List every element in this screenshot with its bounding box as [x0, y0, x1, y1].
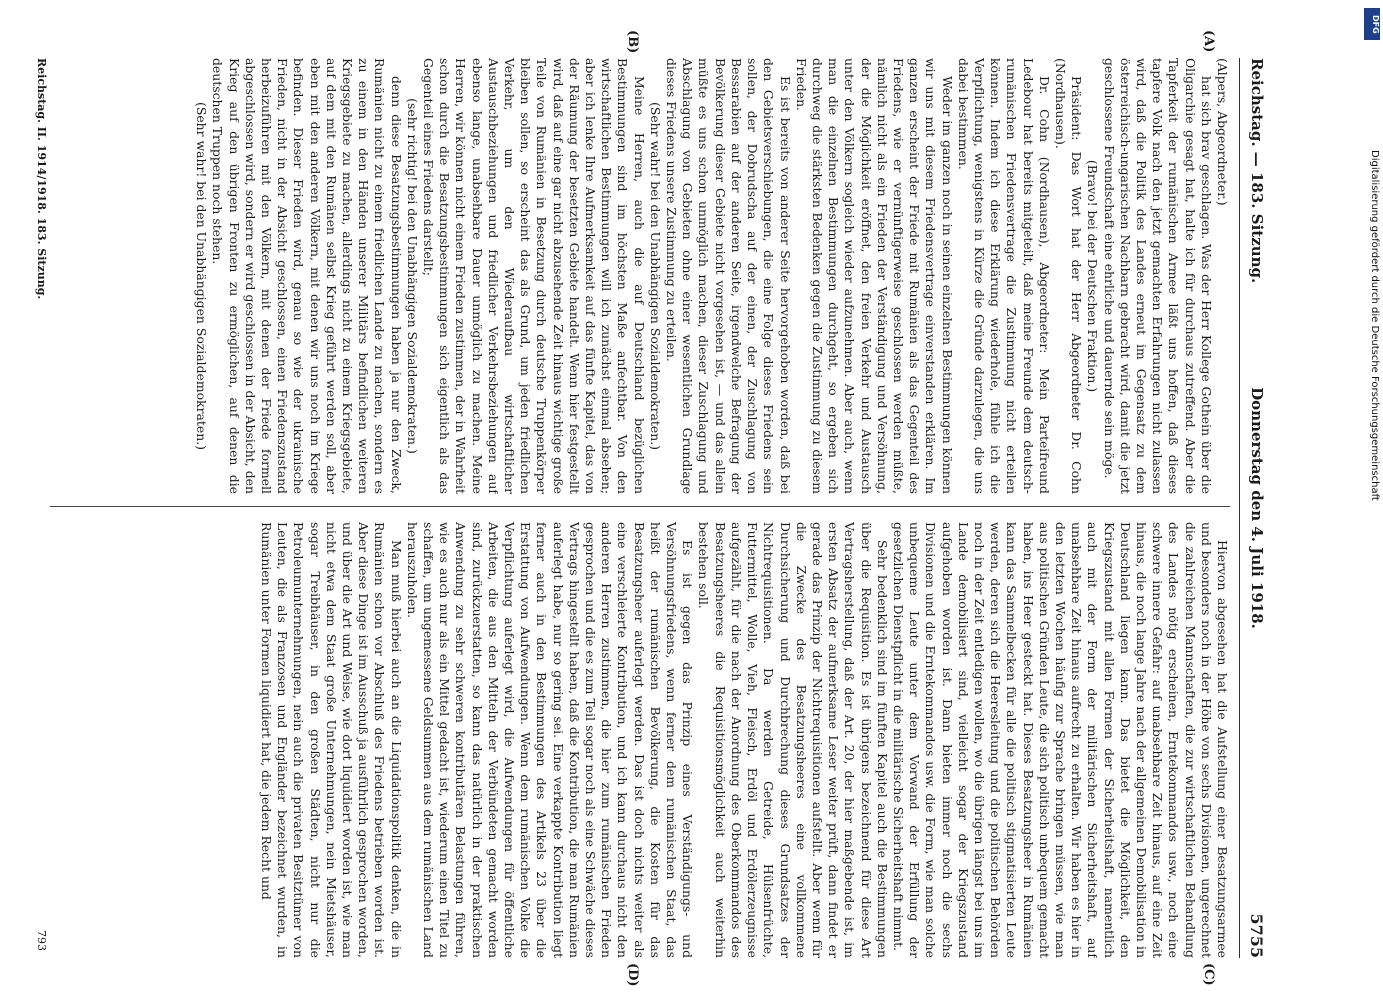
paragraph: Hiervon abgesehen hat die Aufstellung einer Besatzungsarmee und besonders noch in der Höhe von sechs Divisionen, ungerechnet die zahlreichen Mannschaften, die zur wirtschaftlichen Behandlung des Landes nötig erscheinen, Erntekommandos usw., noch eine schwere innere Gefahr: auf unabsehbare Zeit hinaus, auf eine Zeit hinaus, die noch lange Jahre nach der allgemeinen Demobilisation in Deutschland liegen kann. Das bietet die Möglichkeit, den Kriegszustand mit allen Formen der Sicherheitshaft, namentlich auch mit der Form der militärischen Sicherheitshaft, auf unabsehbare Zeit hinaus aufrecht zu erhalten. Wir haben es hier in den letzten Wochen häufig zur Sprache bringen müssen, wie man aus politischen Gründen Leute, die sich politisch unbequem gemacht haben, ins Heer gesteckt hat. Dieses Besatzungsheer in Rumänien kann das Sammelbecken für alle die politisch stigmatisierten Leute werden, deren sich die Heeresleitung und die politischen Behörden noch in der Zeit entledigen wollen, wo die übrigen längst bei uns im Lande demobilisiert sind, vielleicht sogar der Kriegszustand aufgehoben worden ist. Dann bieten immer noch die sechs Divisionen und die Erntekommandos usw. die Form, wie man solche unbequeme Leute unter dem Vorwand der Erfüllung der gesetzlichen Dienstpflicht in die militärische Sicherheitshaft nimmt. — [890, 522, 1230, 958]
dfg-logo-icon: DFG — [1364, 8, 1380, 40]
paragraph: Weder im ganzen noch in seinen einzelnen Bestimmungen können wir uns mit diesem Friedensvertrage einverstanden erklären. Im ganzen erscheint der Friede mit Rumänien als das Gegenteil des Friedens, wie er vernünftigerweise geschlossen werden müßte, nämlich nicht als ein Frieden der Verständigung und Versöhnung, der die Möglichkeit eröffnet, den freien Verkehr und Austausch unter den Völkern sogleich wieder aufzunehmen. Aber auch, wenn man die einzelnen Bestimmungen durchgeht, so ergeben sich durchweg die stärksten Bedenken gegen die Zustimmung zu diesem Frieden. — [793, 58, 955, 494]
paragraph: Meine Herren, auch die auf Deutschland bezüglichen Bestimmungen sind im höchsten Maße anfechtbar. Von den wirtschaftlichen Bestimmungen will ich zunächst einmal absehen; aber ich lenke Ihre Aufmerksamkeit auf das fünfte Kapitel, das von der Räumung der besetzten Gebiete handelt. Wenn hier festgestellt wird, daß auf eine gar nicht abzusehende Zeit hinaus wichtige große Teile von Rumänien in Besetzung durch deutsche Truppenkörper bleiben sollen, so erscheint das als Grund, um jeden friedlichen Verkehr, um den Wiederaufbau wirtschaftlicher Austauschbeziehungen und friedlicher Verkehrsbeziehungen auf ebenso lange, unabsehbare Dauer unmöglich zu machen. Meine Herren, wir können nicht einem Frieden zustimmen, der in Wahrheit schon durch die Besatzungsbestimmungen sich eigentlich als das Gegenteil eines Friedens darstellt; — [421, 58, 647, 494]
header-rule — [1239, 58, 1240, 958]
paragraph: Präsident: Das Wort hat der Herr Abgeordneter Dr. Cohn (Nordhausen). — [1052, 58, 1085, 494]
page-header — [1238, 58, 1270, 958]
interjection: (Bravo! bei der Deutschen Fraktion.) — [1085, 159, 1101, 393]
header-left: Reichstag. — 183. Sitzung. — [1248, 58, 1266, 284]
header-date: Donnerstag den 4. Juli 1918. — [1248, 387, 1266, 629]
speaker-note: (Alpers, Abgeordneter.) — [1215, 58, 1230, 206]
paragraph: Dr. Cohn (Nordhausen), Abgeordneter: Mein Parteifreund Ledebour hat bereits mitgeteilt, daß meine Freunde dem deutsch-rumänischen Friedensvertrage die Zustimmung nicht erteilen können. Indem ich diese Erklärung wiederhole, fühle ich die Verpflichtung, wenigstens in Kürze die Gründe darzulegen, die uns dabei bestimmen. — [955, 58, 1052, 494]
paragraph: Sehr bedenklich sind im fünften Kapitel auch die Bestimmungen über die Requisition. Es ist übrigens bezeichnend für diese Art Vertragsherstellung, daß der Art. 20, der hier maßgebende ist, im ersten Absatz der aufmerksame Leser weiter prüft, dann findet er gerade das Prinzip der Nichtrequisitionen aufstellt. Aber wenn für die Zwecke des Besatzungsheeres eine vollkommene Durchsicherung und Durchbrechung dieses Grundsatzes der Nichtrequisitionen. Da werden Getreide, Hülsenfrüchte, Futtermittel, Wolle, Vieh, Fleisch, Erdöl und Erdölerzeugnisse aufgezählt, für die nach der Anordnung des Oberkommandos des Besatzungsheeres die Requisitionsmöglichkeit auch weiterhin bestehen soll. — [696, 522, 890, 958]
right-column — [50, 522, 1230, 958]
margin-mark-a: (A) — [1201, 30, 1216, 53]
interjection: (Sehr wahr! bei den Unabhängigen Sozialdemokraten.) — [194, 102, 210, 450]
digitization-credit: Digitalisierung gefördert durch die Deutsche Forschungsgemeinschaft — [1369, 150, 1380, 501]
paragraph: hat sich brav geschlagen. Was der Herr Kollege Gothein über die Oligarchie gesagt hat, halte ich für durchaus zutreffend. Aber die Tapferkeit der rumänischen Armee läßt uns hoffen, daß dieses tapfere Volk nach den jetzt gemachten Erfahrungen nicht zulassen wird, daß die Politik des Landes erneut im Gegensatz zu dem österreichisch-ungarischen Nachbarn gebracht wird, damit die jetzt geschlossene Freundschaft eine ehrliche und dauernde sein möge. — [1101, 58, 1214, 494]
margin-mark-c: (C) — [1201, 963, 1216, 986]
margin-mark-d: (D) — [625, 963, 640, 987]
sheet-number: 793 — [35, 930, 48, 951]
column-divider — [50, 506, 1230, 507]
interjection: (Sehr wahr! bei den Unabhängigen Sozialdemokraten.) — [647, 102, 663, 450]
paragraph: Man muß hierbei auch an die Liquidationspolitik denken, die in Rumänien schon vor Abschluß des Friedens betrieben worden ist. Aber diese Dinge ist im Ausschuß ja ausführlich gesprochen worden, und über die Art und Weise, wie dort liquidiert worden ist, wie man nicht etwa dem Staat große Unternehmungen, nein Mietshäuser, sogar Treibhäuser, in den großen Städten, nicht nur die Petroleumunternehmungen, nein auch die privaten Besitztümer von Leuten, die als Franzosen und Engländer bezeichnet wurden, in Rumänien unter Formen liquidiert hat, die jedem Recht und — [259, 522, 404, 958]
page-footer: Reichstag. II. 1914/1918. 183. Sitzung. — [35, 58, 48, 300]
paragraph: denn diese Besatzungsbestimmungen haben ja nur den Zweck, Rumänien nicht zu einem friedlichen Lande zu machen, sondern es zu einem in den Händen unserer Militärs befindlichen weiteren Kriegsgebiete zu machen, allerdings nicht zu einem Kriegsgebiete, auf dem mit den Rumänen selbst Krieg geführt werden soll, aber eben mit den anderen Völkern, mit denen wir uns noch im Kriege befinden. Dieser Frieden wird, genau so wie der ukrainische Frieden, nicht in der Absicht geschlossen, einen Friedenszustand herbeizuführen mit den Völkern, mit denen der Friede formell abgeschlossen wird, sondern er wird geschlossen in der Absicht, den Krieg auf den übrigen Fronten zu ermöglichen, auf denen die deutschen Truppen noch stehen. — [210, 58, 404, 494]
paragraph: Es ist bereits von anderer Seite hervorgehoben worden, daß bei den Gebietsverschiebungen, die eine Folge dieses Friedens sein sollen, der Dobrudscha auf der einen, der Zuschlagung von Bessarabien auf der anderen Seite, irgendwelche Befragung der Bevölkerung dieser Gebiete nicht vorgesehen ist, — und das allein müßte es uns schon unmöglich machen, dieser Zuschlagung und Abschlagung von Gebieten ohne einer wesentlichen Grundlage dieses Friedens unsere Zustimmung zu erteilen. — [664, 58, 793, 494]
header-page-number: 5755 — [1247, 913, 1266, 958]
paragraph: Es ist gegen das Prinzip eines Verständigungs- und Versöhnungsfriedens, wenn ferner dem rumänischen Staat, das heißt der rumänischen Bevölkerung, die Kosten für das Besatzungsheer auferlegt werden. Das ist doch nichts weiter als eine verschleierte Kontribution, und ich kann durchaus nicht den anderen Herren zustimmen, die hier zum rumänischen Frieden gesprochen und die es zum Teil sogar noch als eine Schwäche dieses Vertrags hingestellt haben, daß die Kontribution, die man Rumänien auferlegt habe, nur so gering sei. Eine verkappte Kontribution liegt ferner auch in den Bestimmungen des Artikels 23 über die Erstattung von Aufwendungen. Wenn dem rumänischen Volke die Verpflichtung auferlegt wird, die Aufwendungen für öffentliche Arbeiten, die aus den Mitteln der Verbündeten gemacht worden sind, zurückzuerstatten, so kann das natürlich in der praktischen Anwendung zu sehr schweren kontributären Belastungen führen, wie es auch nur als ein Mittel gedacht ist, wiederum einen Titel zu schaffen, um ungemessene Geldsummen aus dem rumänischen Land herauszuholen. — [404, 522, 696, 958]
interjection: (sehr richtig! bei den Unabhängigen Sozialdemokraten.) — [404, 98, 420, 454]
margin-mark-b: (B) — [625, 30, 640, 54]
left-column — [50, 58, 1230, 494]
